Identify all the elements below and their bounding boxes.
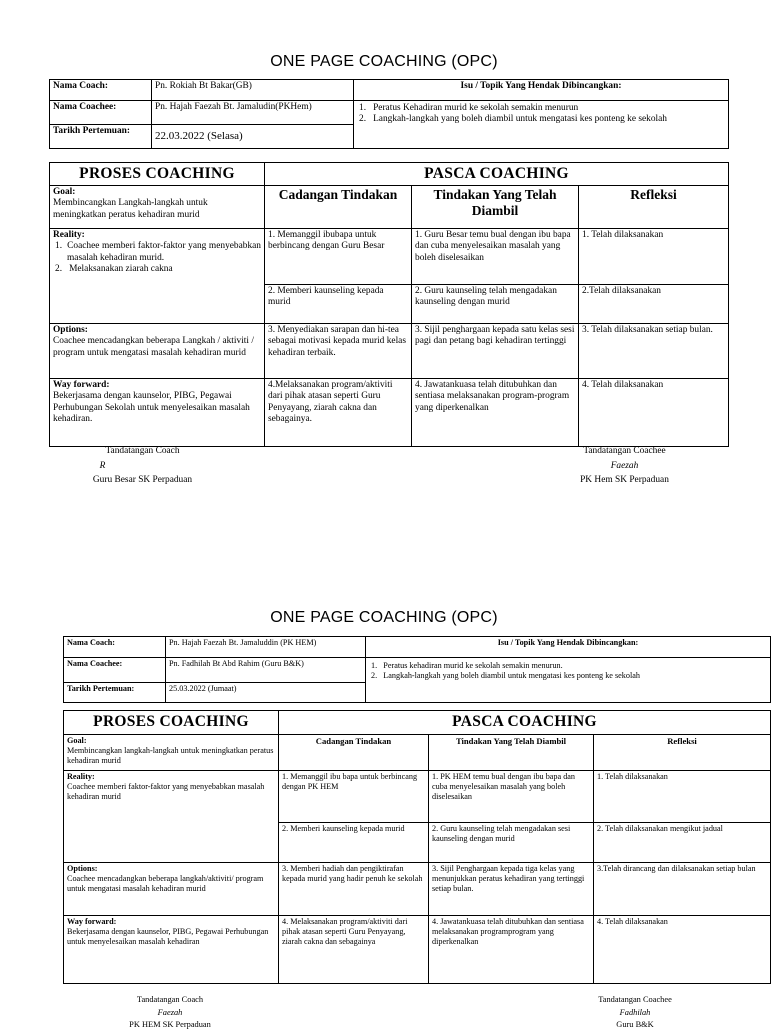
way-forward-text: Bekerjasama dengan kaunselor, PIBG, Pegawai Perhubungan Sekolah untuk menyelesaikan masalah kehadiran.: [53, 391, 250, 425]
way-forward-cell: [64, 916, 279, 984]
isu-item: 2. Langkah-langkah yang boleh diambil untuk mengatasi kes ponteng ke sekolah: [359, 114, 667, 125]
col-tindakan-diambil: Tindakan Yang Telah Diambil: [412, 186, 579, 229]
pasca-coaching-heading: PASCA COACHING: [279, 711, 771, 735]
refleksi-2: 2. Telah dilaksanakan mengikut jadual: [594, 823, 771, 863]
doc2-coaching-table: [63, 710, 771, 984]
cadangan-2: 2. Memberi kaunseling kepada murid: [279, 823, 429, 863]
refleksi-4: 4. Telah dilaksanakan: [594, 916, 771, 984]
options-label: Options:: [53, 325, 88, 335]
pasca-coaching-heading: PASCA COACHING: [265, 163, 729, 186]
col-tindakan-diambil: Tindakan Yang Telah Diambil: [429, 735, 594, 771]
isu-list: [366, 658, 771, 703]
refleksi-1: 1. Telah dilaksanakan: [579, 229, 729, 285]
sig-coachee-label: Tandatangan Coachee: [583, 446, 666, 456]
tindakan-4: 4. Jawatankuasa telah ditubuhkan dan sentiasa melaksanakan program-program yang diperkenalkan: [412, 379, 579, 447]
sig-coach-label: Tandatangan Coach: [136, 995, 204, 1004]
sig-coach-role: PK HEM SK Perpaduan: [129, 1020, 211, 1030]
goal-cell: [64, 735, 279, 771]
way-forward-label: Way forward:: [53, 380, 110, 390]
nama-coach-value: Pn. Hajah Faezah Bt. Jamaluddin (PK HEM): [166, 637, 366, 658]
isu-label: Isu / Topik Yang Hendak Dibincangkan:: [366, 637, 771, 658]
options-cell: [64, 863, 279, 916]
doc1-title: ONE PAGE COACHING (OPC): [270, 53, 498, 70]
nama-coachee-value: Pn. Hajah Faezah Bt. Jamaludin(PKHem): [152, 101, 354, 125]
doc1-coach-signature: [70, 444, 215, 488]
refleksi-4: 4. Telah dilaksanakan: [579, 379, 729, 447]
tindakan-2: 2. Guru kaunseling telah mengadakan sesi kaunseling dengan murid: [429, 823, 594, 863]
doc2-title: ONE PAGE COACHING (OPC): [270, 609, 498, 626]
cadangan-3: 3. Memberi hadiah dan pengiktirafan kepada murid yang hadir penuh ke sekolah: [279, 863, 429, 916]
reality-cell: [50, 229, 265, 324]
way-forward-cell: [50, 379, 265, 447]
refleksi-1: 1. Telah dilaksanakan: [594, 771, 771, 823]
goal-text: Membincangkan langkah-langkah untuk meningkatkan peratus kehadiran murid: [67, 745, 274, 765]
goal-cell: [50, 186, 265, 229]
goal-text: Membincangkan Langkah-langkah untuk meningkatkan peratus kehadiran murid: [53, 198, 208, 220]
cadangan-3: 3. Menyediakan sarapan dan hi-tea sebagai motivasi kepada murid kelas kehadiran terbaik.: [265, 324, 412, 379]
sig-coach-label: Tandatangan Coach: [105, 446, 180, 456]
doc1-info-table: [49, 79, 729, 149]
tarikh-label: Tarikh Pertemuan:: [64, 683, 166, 703]
cadangan-2: 2. Memberi kaunseling kepada murid: [265, 285, 412, 324]
goal-label: Goal:: [53, 187, 76, 197]
nama-coach-label: Nama Coach:: [64, 637, 166, 658]
tindakan-3: 3. Sijil Penghargaan kepada tiga kelas yang menunjukkan peratus kehadiran yang tertinggi setiap bulan.: [429, 863, 594, 916]
reality-label: Reality:: [53, 230, 85, 240]
cadangan-1: 1. Memanggil ibu bapa untuk berbincang dengan PK HEM: [279, 771, 429, 823]
refleksi-3: 3.Telah dirancang dan dilaksanakan setiap bulan: [594, 863, 771, 916]
sig-coach-signature: Faezah: [157, 1007, 183, 1017]
tindakan-2: 2. Guru kaunseling telah mengadakan kaunseling dengan murid: [412, 285, 579, 324]
nama-coachee-label: Nama Coachee:: [50, 101, 152, 125]
col-refleksi: Refleksi: [594, 735, 771, 771]
isu-label: Isu / Topik Yang Hendak Dibincangkan:: [354, 80, 729, 101]
reality-item: 2. Melaksanakan ziarah cakna: [55, 264, 173, 275]
nama-coachee-label: Nama Coachee:: [64, 658, 166, 683]
options-text: Coachee mencadangkan beberapa langkah/aktiviti/ program untuk mengatasi masalah kehadiran murid: [67, 873, 264, 893]
isu-item: 1. Peratus Kehadiran murid ke sekolah semakin menurun: [359, 103, 579, 113]
isu-list: [354, 101, 729, 149]
proses-coaching-heading: PROSES COACHING: [50, 163, 265, 186]
doc2-info-table: [63, 636, 771, 703]
tindakan-1: 1. PK HEM temu bual dengan ibu bapa dan cuba menyelesaikan masalah yang boleh diselesaikan: [429, 771, 594, 823]
sig-coachee-role: Guru B&K: [616, 1020, 654, 1030]
nama-coach-label: Nama Coach:: [50, 80, 152, 101]
doc1-coaching-table: [49, 162, 729, 447]
way-forward-label: Way forward:: [67, 917, 117, 926]
reality-text: Coachee memberi faktor-faktor yang menyebabkan masalah kehadiran murid: [67, 781, 265, 801]
cadangan-4: 4. Melaksanakan program/aktiviti dari pihak atasan seperti Guru Penyayang, ziarah cakna dan sebagainya: [279, 916, 429, 984]
sig-coachee-role: PK Hem SK Perpaduan: [580, 475, 669, 486]
cadangan-4: 4.Melaksanakan program/aktiviti dari pihak atasan seperti Guru Penyayang, ziarah cakna dan sebagainya.: [265, 379, 412, 447]
reality-item: 1. Coachee memberi faktor-faktor yang menyebabkan masalah kehadiran murid.: [55, 241, 261, 263]
tindakan-1: 1. Guru Besar temu bual dengan ibu bapa dan cuba menyelesaikan masalah yang boleh diselesaikan: [412, 229, 579, 285]
reality-cell: [64, 771, 279, 863]
doc2-coachee-signature: [560, 994, 710, 1032]
nama-coachee-value: Pn. Fadhilah Bt Abd Rahim (Guru B&K): [166, 658, 366, 683]
proses-coaching-heading: PROSES COACHING: [64, 711, 279, 735]
goal-label: Goal:: [67, 736, 87, 745]
sig-coach-role: Guru Besar SK Perpaduan: [92, 475, 193, 486]
sig-coachee-signature: Faezah: [610, 460, 639, 471]
tarikh-value: 22.03.2022 (Selasa): [152, 125, 354, 149]
tarikh-value: 25.03.2022 (Jumaat): [166, 683, 366, 703]
refleksi-2: 2.Telah dilaksanakan: [579, 285, 729, 324]
options-label: Options:: [67, 864, 98, 873]
tarikh-label: Tarikh Pertemuan:: [50, 125, 152, 149]
options-text: Coachee mencadangkan beberapa Langkah / aktiviti / program untuk mengatasi masalah kehadiran murid: [53, 336, 254, 358]
col-cadangan-tindakan: Cadangan Tindakan: [265, 186, 412, 229]
isu-item: 1. Peratus kehadiran murid ke sekolah semakin menurun.: [371, 661, 563, 670]
tindakan-4: 4. Jawatankuasa telah ditubuhkan dan sentiasa melaksanakan programprogram yang diperkenalkan: [429, 916, 594, 984]
col-refleksi: Refleksi: [579, 186, 729, 229]
doc1-coachee-signature: [552, 444, 697, 488]
cadangan-1: 1. Memanggil ibubapa untuk berbincang dengan Guru Besar: [265, 229, 412, 285]
reality-label: Reality:: [67, 772, 95, 781]
tindakan-3: 3. Sijil penghargaan kepada satu kelas sesi pagi dan petang bagi kehadiran tertinggi: [412, 324, 579, 379]
sig-coach-signature: R: [99, 460, 106, 471]
nama-coach-value: Pn. Rokiah Bt Bakar(GB): [152, 80, 354, 101]
isu-item: 2. Langkah-langkah yang boleh diambil untuk mengatasi kes ponteng ke sekolah: [371, 670, 640, 680]
options-cell: [50, 324, 265, 379]
sig-coachee-signature: Fadhilah: [619, 1007, 651, 1017]
refleksi-3: 3. Telah dilaksanakan setiap bulan.: [579, 324, 729, 379]
col-cadangan-tindakan: Cadangan Tindakan: [279, 735, 429, 771]
doc2-coach-signature: [95, 994, 245, 1032]
way-forward-text: Bekerjasama dengan kaunselor, PIBG, Pegawai Perhubungan untuk menyelesaikan masalah kehadiran: [67, 926, 269, 946]
sig-coachee-label: Tandatangan Coachee: [598, 995, 672, 1004]
